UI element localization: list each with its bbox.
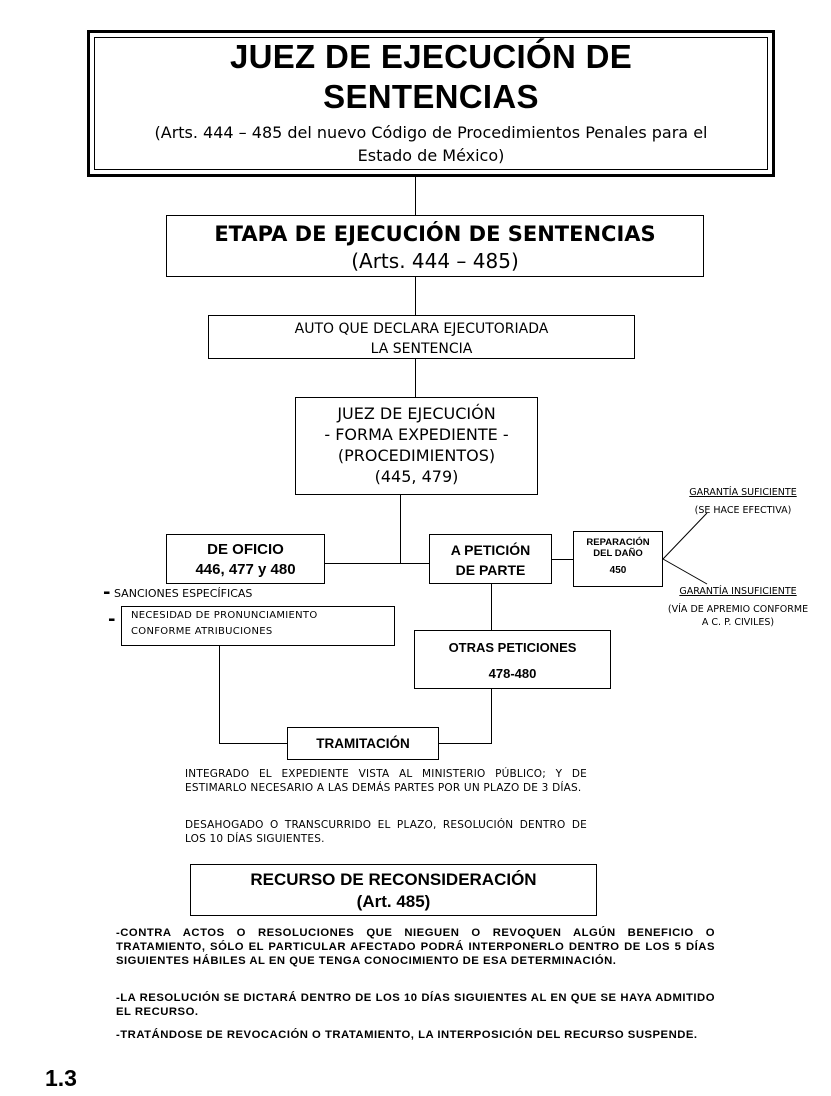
garantia-insuficiente xyxy=(648,585,828,629)
de-oficio-box xyxy=(166,534,325,584)
connector-title-etapa xyxy=(415,177,416,215)
connector-otras-down xyxy=(491,689,492,744)
recurso-paragraph-2: -LA RESOLUCIÓN SE DICTARÁ DENTRO DE LOS 10 DÍAS SIGUIENTES AL EN QUE SE HAYA ADMITIDO EL RECURSO. xyxy=(116,992,715,1018)
etapa-title: ETAPA DE EJECUCIÓN DE SENTENCIAS xyxy=(214,222,656,246)
tramitacion-box xyxy=(287,727,439,760)
title-subtitle xyxy=(90,121,772,167)
juez-box xyxy=(295,397,538,495)
page-title xyxy=(90,37,772,117)
connector-left-tramitacion xyxy=(219,743,287,744)
a-peticion-box xyxy=(429,534,552,584)
necesidad-line-2: CONFORME ATRIBUCIONES xyxy=(131,626,273,637)
garantia-suficiente xyxy=(683,486,803,517)
reparacion-line-2: DEL DAÑO xyxy=(593,548,643,559)
necesidad-line-1: NECESIDAD DE PRONUNCIAMIENTO xyxy=(131,610,318,621)
connector-branch-horizontal xyxy=(325,563,429,564)
garantia-insuficiente-note-2: A C. P. CIVILES) xyxy=(701,617,775,628)
reparacion-article: 450 xyxy=(609,565,627,576)
recurso-paragraph-3: -TRATÁNDOSE DE REVOCACIÓN O TRATAMIENTO, LA INTERPOSICIÓN DEL RECURSO SUSPENDE. xyxy=(116,1029,698,1041)
juez-line-2: - FORMA EXPEDIENTE - xyxy=(324,425,509,444)
auto-line-1: AUTO QUE DECLARA EJECUTORIADA xyxy=(294,321,549,337)
connector-auto-juez xyxy=(415,359,416,397)
a-peticion-line-1: A PETICIÓN xyxy=(450,542,531,558)
juez-line-1: JUEZ DE EJECUCIÓN xyxy=(337,404,496,423)
connector-peticion-reparacion xyxy=(552,559,573,560)
sanciones-bullet: - xyxy=(103,582,111,603)
juez-line-3: (PROCEDIMIENTOS) xyxy=(337,446,496,465)
sanciones-text: SANCIONES ESPECÍFICAS xyxy=(114,587,253,600)
tramitacion-paragraph-1: INTEGRADO EL EXPEDIENTE VISTA AL MINISTERIO PÚBLICO; Y DE ESTIMARLO NECESARIO A LAS DEMÁS PARTES POR UN PLAZO DE 3 DÍAS. xyxy=(185,768,587,794)
connector-necesidad-down xyxy=(219,646,220,744)
auto-line-2: LA SENTENCIA xyxy=(370,341,473,357)
necesidad-bullet: - xyxy=(108,609,116,630)
juez-line-4: (445, 479) xyxy=(374,467,459,486)
garantia-insuficiente-note-1: (VÍA DE APREMIO CONFORME xyxy=(667,604,809,615)
reparacion-line-1: REPARACIÓN xyxy=(586,537,650,548)
etapa-articles: (Arts. 444 – 485) xyxy=(351,249,519,273)
garantia-suficiente-label: GARANTÍA SUFICIENTE xyxy=(689,487,797,498)
reparacion-box xyxy=(573,531,663,587)
garantia-suficiente-note: (SE HACE EFECTIVA) xyxy=(694,505,792,516)
auto-box xyxy=(208,315,635,359)
de-oficio-title: DE OFICIO xyxy=(207,541,284,558)
recurso-box xyxy=(190,864,597,916)
title-box xyxy=(87,30,775,177)
otras-peticiones-box xyxy=(414,630,611,689)
connector-right-tramitacion xyxy=(439,743,492,744)
a-peticion-line-2: DE PARTE xyxy=(455,562,526,578)
otras-peticiones-articles: 478-480 xyxy=(488,666,537,681)
connector-peticion-otras xyxy=(491,584,492,630)
connector-juez-branch xyxy=(400,495,401,564)
recurso-paragraph-1: -CONTRA ACTOS O RESOLUCIONES QUE NIEGUEN O REVOQUEN ALGÚN BENEFICIO O TRATAMIENTO, SÓLO EL PARTICULAR AFECTADO PODRÁ INTERPONERLO DENTRO DE LOS 5 DÍAS SIGUIENTES HÁBILES AL EN QUE TENGA CONOCIMIENTO DE ESA DETERMINACIÓN. xyxy=(116,927,715,967)
garantia-insuficiente-label: GARANTÍA INSUFICIENTE xyxy=(679,586,797,597)
connector-etapa-auto xyxy=(415,277,416,315)
otras-peticiones-title: OTRAS PETICIONES xyxy=(448,640,577,655)
garantia-branch-lines xyxy=(660,505,710,590)
tramitacion-title: TRAMITACIÓN xyxy=(316,736,410,751)
de-oficio-articles: 446, 477 y 480 xyxy=(195,561,296,578)
recurso-title: RECURSO DE RECONSIDERACIÓN xyxy=(250,870,537,889)
title-line-2: SENTENCIAS xyxy=(323,78,539,115)
subtitle-line-2: Estado de México) xyxy=(357,146,505,165)
title-line-1: JUEZ DE EJECUCIÓN DE xyxy=(229,38,633,75)
subtitle-line-1: (Arts. 444 – 485 del nuevo Código de Procedimientos Penales para el xyxy=(154,123,708,142)
page-number: 1.3 xyxy=(45,1065,77,1091)
etapa-box xyxy=(166,215,704,277)
tramitacion-paragraph-2: DESAHOGADO O TRANSCURRIDO EL PLAZO, RESOLUCIÓN DENTRO DE LOS 10 DÍAS SIGUIENTES. xyxy=(185,819,587,845)
necesidad-box xyxy=(121,606,395,646)
recurso-articles: (Art. 485) xyxy=(356,892,431,911)
